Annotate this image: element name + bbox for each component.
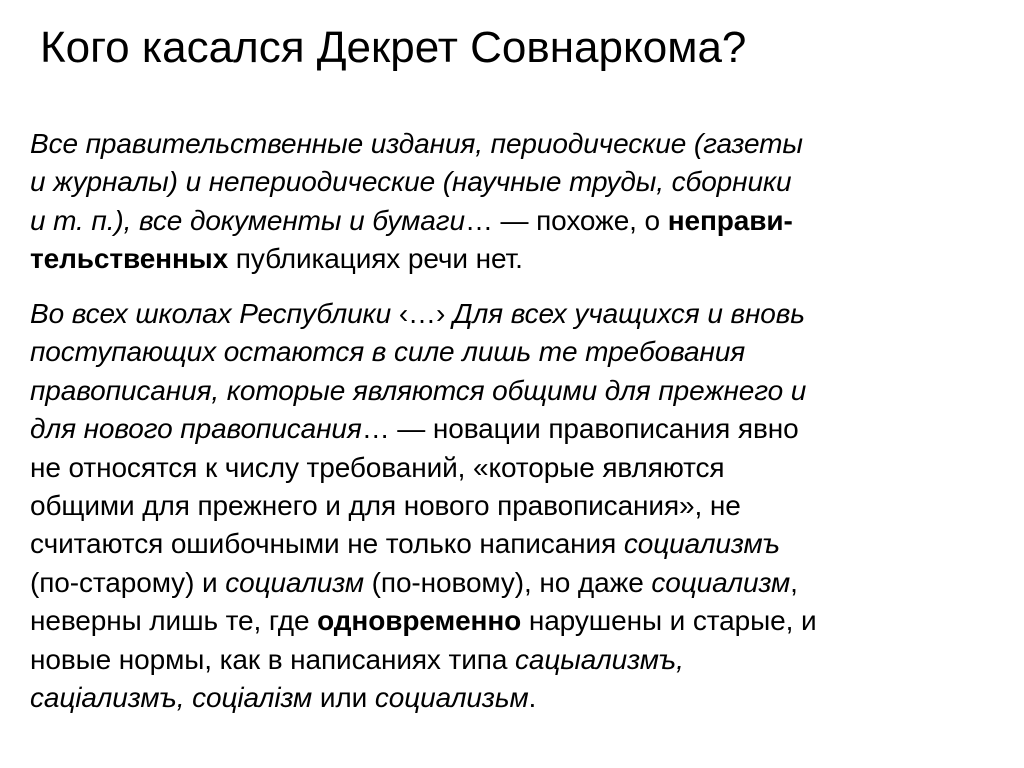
- paragraph-2-line: [30, 603, 817, 639]
- paragraph-2-line: [30, 450, 725, 486]
- plain-text: … — похоже, о: [464, 204, 668, 236]
- plain-text: … — новации правописания явно: [361, 413, 799, 445]
- paragraph-2-line: [30, 296, 805, 332]
- italic-text: и журналы) и непериодические (научные труды, сборники: [30, 166, 792, 198]
- plain-text: ,: [790, 566, 798, 598]
- italic-text: социализьм: [374, 682, 529, 713]
- paragraph-2-line: [30, 411, 799, 447]
- plain-text: нарушены и старые, и: [521, 605, 817, 637]
- plain-text: или: [312, 682, 375, 713]
- paragraph-2-line: [30, 373, 806, 409]
- italic-text: социализмъ: [623, 528, 780, 560]
- plain-text: не относятся к числу требований, «которые являются: [30, 451, 725, 483]
- paragraph-2-line: [30, 642, 684, 678]
- paragraph-1-line: [30, 126, 803, 162]
- plain-text: .: [528, 682, 537, 713]
- italic-text: социализм: [225, 566, 364, 598]
- plain-text: новые нормы, как в написаниях типа: [30, 643, 515, 675]
- italic-text: правописания, которые являются общими для прежнего и: [30, 374, 807, 406]
- plain-text: публикациях речи нет.: [228, 243, 523, 275]
- plain-text: считаются ошибочными не только написания: [30, 528, 624, 560]
- italic-text: социализм: [651, 566, 791, 598]
- paragraph-2-line: [30, 488, 741, 524]
- paragraph-1-line: [30, 203, 793, 239]
- plain-text: общими для прежнего и для нового правописания», не: [30, 490, 741, 521]
- italic-text: поступающих остаются в силе лишь те требования: [30, 336, 746, 368]
- plain-text: (по-старому) и: [30, 566, 226, 598]
- italic-text: Все правительственные издания, периодические (газеты: [30, 128, 803, 159]
- slide-title: Кого касался Декрет Совнаркома?: [40, 23, 747, 72]
- bold-text: одновременно: [317, 605, 522, 637]
- paragraph-1-line: [30, 241, 523, 277]
- italic-text: Во всех школах Республики: [30, 298, 399, 329]
- paragraph-2-line: [30, 526, 780, 562]
- italic-text: Для всех учащихся и вновь: [445, 298, 805, 329]
- plain-text: неверны лишь те, где: [30, 605, 318, 637]
- plain-text: (по-новому), но даже: [363, 566, 652, 598]
- italic-text: сацыализмъ,: [514, 643, 684, 675]
- italic-text: саціализмъ, соціалізм: [30, 682, 313, 713]
- paragraph-2-line: [30, 680, 536, 716]
- paragraph-2-line: [30, 565, 798, 601]
- italic-text: и т. п.), все документы и бумаги: [30, 204, 465, 236]
- bold-text: тельственных: [30, 243, 229, 275]
- paragraph-2-line: [30, 334, 745, 370]
- bold-text: неправи-: [667, 204, 793, 236]
- plain-text: ‹…›: [398, 298, 446, 329]
- italic-text: для нового правописания: [30, 413, 362, 445]
- paragraph-1-line: [30, 164, 792, 200]
